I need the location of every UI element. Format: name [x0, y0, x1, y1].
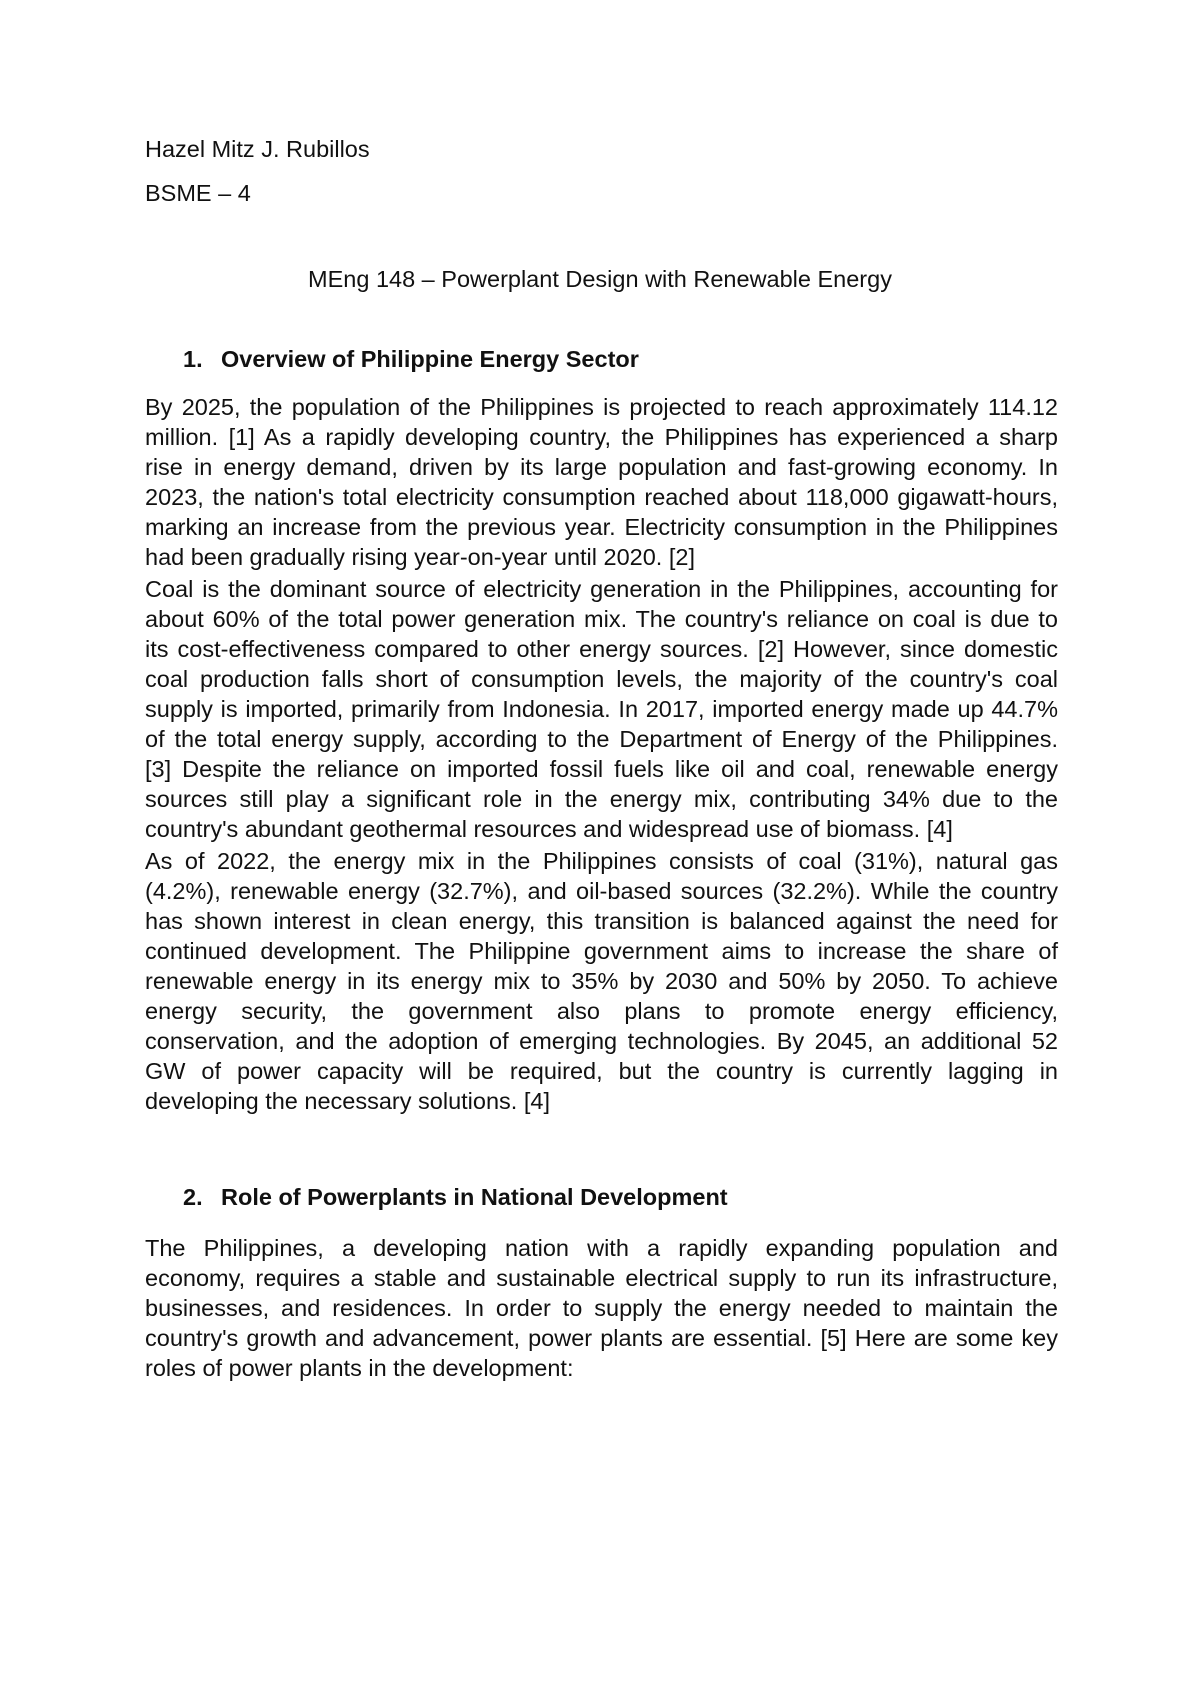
paragraph-line: [3] Despite the reliance on imported fossil fuels like oil and coal, renewable energy [145, 756, 1058, 782]
paragraph-line: roles of power plants in the development: [145, 1355, 574, 1381]
section-1-heading [145, 344, 639, 374]
section-1-title: Overview of Philippine Energy Sector [221, 346, 639, 372]
paragraph-line: coal production falls short of consumption levels, the majority of the country's coal [145, 666, 1058, 692]
paragraph-line: developing the necessary solutions. [4] [145, 1088, 550, 1114]
section-2-paragraph-1 [145, 1233, 1058, 1383]
paragraph-line: economy, requires a stable and sustainable electrical supply to run its infrastructure, [145, 1265, 1058, 1291]
section-2-title: Role of Powerplants in National Development [221, 1184, 728, 1210]
paragraph-line: country's abundant geothermal resources and widespread use of biomass. [4] [145, 816, 953, 842]
paragraph-line: continued development. The Philippine government aims to increase the share of [145, 938, 1058, 964]
paragraph-line: of the total energy supply, according to the Department of Energy of the Philippines. [145, 726, 1058, 752]
paragraph-line: The Philippines, a developing nation with a rapidly expanding population and [145, 1235, 1058, 1261]
paragraph-line: has shown interest in clean energy, this transition is balanced against the need for [145, 908, 1058, 934]
paragraph-line: conservation, and the adoption of emerging technologies. By 2045, an additional 52 [145, 1028, 1058, 1054]
paragraph-line: its cost-effectiveness compared to other energy sources. [2] However, since domestic [145, 636, 1058, 662]
author-program: BSME – 4 [145, 180, 251, 206]
paragraph-line: By 2025, the population of the Philippines is projected to reach approximately 114.12 [145, 394, 1058, 420]
paragraph-line: renewable energy in its energy mix to 35% by 2030 and 50% by 2050. To achieve [145, 968, 1058, 994]
paragraph-line: country's growth and advancement, power plants are essential. [5] Here are some key [145, 1325, 1058, 1351]
paragraph-line: Coal is the dominant source of electricity generation in the Philippines, accounting for [145, 576, 1058, 602]
section-1-paragraph-2 [145, 574, 1058, 844]
paragraph-line: rise in energy demand, driven by its large population and fast-growing economy. In [145, 454, 1058, 480]
paragraph-line: about 60% of the total power generation mix. The country's reliance on coal is due to [145, 606, 1058, 632]
section-1-number: 1. [183, 346, 203, 372]
paragraph-line: 2023, the nation's total electricity consumption reached about 118,000 gigawatt-hours, [145, 484, 1058, 510]
paragraph-line: energy security, the government also plans to promote energy efficiency, [145, 998, 1058, 1024]
section-2-number: 2. [183, 1184, 203, 1210]
paragraph-line: had been gradually rising year-on-year until 2020. [2] [145, 544, 695, 570]
section-2-heading [145, 1182, 728, 1212]
section-1-paragraph-1 [145, 392, 1058, 572]
paragraph-line: marking an increase from the previous year. Electricity consumption in the Philippines [145, 514, 1058, 540]
paragraph-line: businesses, and residences. In order to supply the energy needed to maintain the [145, 1295, 1058, 1321]
paragraph-line: sources still play a significant role in the energy mix, contributing 34% due to the [145, 786, 1058, 812]
paragraph-line: As of 2022, the energy mix in the Philippines consists of coal (31%), natural gas [145, 848, 1058, 874]
paragraph-line: (4.2%), renewable energy (32.7%), and oil-based sources (32.2%). While the country [145, 878, 1058, 904]
paragraph-line: million. [1] As a rapidly developing country, the Philippines has experienced a sharp [145, 424, 1058, 450]
paragraph-line: GW of power capacity will be required, but the country is currently lagging in [145, 1058, 1058, 1084]
paragraph-line: supply is imported, primarily from Indonesia. In 2017, imported energy made up 44.7% [145, 696, 1058, 722]
course-title: MEng 148 – Powerplant Design with Renewable Energy [308, 266, 892, 292]
section-1-paragraph-3 [145, 846, 1058, 1116]
author-name: Hazel Mitz J. Rubillos [145, 136, 370, 162]
